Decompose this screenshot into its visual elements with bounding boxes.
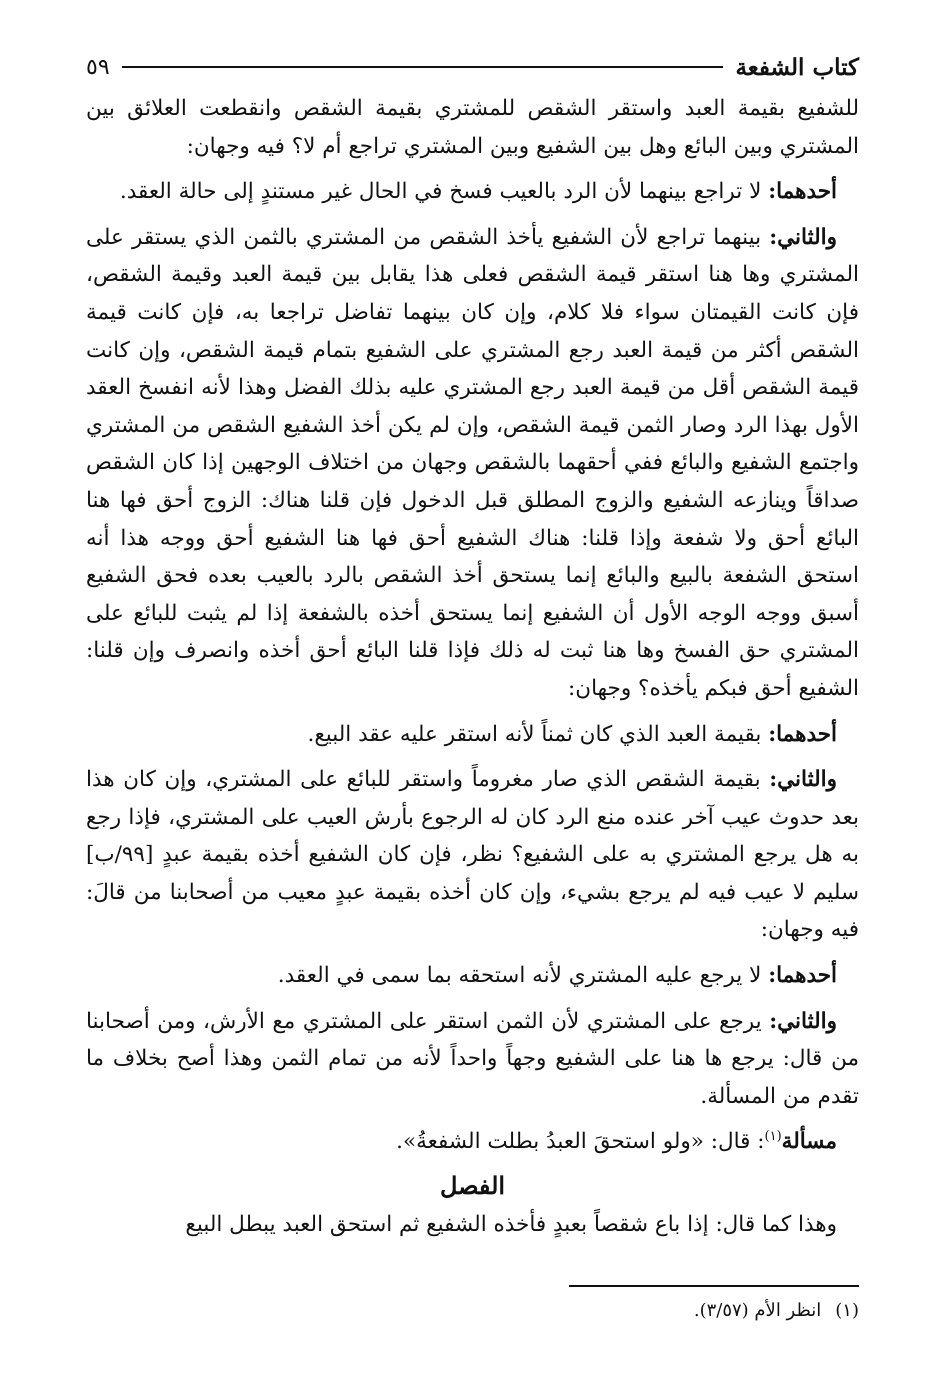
paragraph-5-lead: والثاني: xyxy=(769,767,837,793)
running-head xyxy=(86,48,859,86)
paragraph-7-text: يرجع على المشتري لأن الثمن استقر على المشتري مع الأرش، ومن أصحابنا من قال: يرجع ها هنا على الشفيع وجهاً واحداً لأنه من تمام الثمن وهذا أصح بخلاف ما تقدم من المسألة. xyxy=(86,1008,859,1109)
page-number: ٥٩ xyxy=(86,54,110,80)
book-title: كتاب الشفعة xyxy=(735,53,859,81)
paragraph-3-text: بينهما تراجع لأن الشفيع يأخذ الشقص من المشتري بالثمن الذي يستقر على المشتري وها هنا استقر قيمة الشقص فعلى هذا يقابل بين قيمة العبد وقيمة الشقص، فإن كانت القيمتان سواء فلا كلام، وإن كان بينهما تفاضل تراجعا به، فإن كانت قيمة الشقص أكثر من قيمة العبد رجع المشتري على الشفيع بتمام قيمة الشقص، وإن كانت قيمة الشقص أقل من قيمة العبد رجع المشتري عليه بذلك الفضل وهذا لأنه انفسخ العقد الأول بهذا الرد وصار الثمن قيمة الشقص، وإن لم يكن أخذ الشفيع الشقص من المشتري واجتمع الشفيع والبائع ففي أحقهما بالشقص وجهان من اختلاف الوجهين إذا كان الشقص صداقاً وينازعه الشفيع والزوج المطلق قبل الدخول فإن قلنا هناك: الزوج أحق فها هنا البائع أحق ولا شفعة وإذا قلنا: هناك الشفيع أحق فها هنا الشفيع أحق ووجه هذا أنه استحق الشفعة بالبيع والبائع إنما يستحق أخذ الشقص بالرد بالعيب بعده فحق الشفيع أسبق ووجه الوجه الأول أن الشفيع إنما يستحق أخذه بالشفعة إذا لم يثبت للبائع على المشتري حق الفسخ وها هنا ثبت له ذلك فإذا قلنا البائع أحق أخذه وانصرف وإن قلنا: الشفيع أحق فبكم يأخذه؟ وجهان: xyxy=(86,224,859,701)
paragraph-9: وهذا كما قال: إذا باع شقصاً بعبدٍ فأخذه الشفيع ثم استحق العبد يبطل البيع xyxy=(185,1212,837,1238)
paragraph-6-lead: أحدهما: xyxy=(768,963,837,989)
paragraph-6 xyxy=(86,957,859,995)
paragraph-8-text: : قال: «ولو استحقَ العبدُ بطلت الشفعةُ». xyxy=(396,1129,765,1155)
footnote-rule xyxy=(569,1285,859,1287)
paragraph-7 xyxy=(86,1003,859,1116)
paragraph-3 xyxy=(86,219,859,708)
paragraph-7-lead: والثاني: xyxy=(769,1008,837,1034)
section-heading: الفصل xyxy=(439,1171,506,1201)
footnote-text: انظر الأم (٣/٥٧). xyxy=(693,1300,822,1321)
paragraph-2 xyxy=(86,173,859,211)
paragraph-5-text: بقيمة الشقص الذي صار مغروماً واستقر للبائع على المشتري، وإن كان هذا بعد حدوث عيب آخر عنده منع الرد كان له الرجوع بأرش العيب على المشتري، فإذا رجع به هل يرجع المشتري به على الشفيع؟ نظر، فإن كان الشفيع أخذه بقيمة عبدٍ [٩٩/ب] سليم لا عيب فيه لم يرجع بشيء، وإن كان أخذه بقيمة عبدٍ معيب من أصحابنا من قالَ: فيه وجهان: xyxy=(86,767,859,943)
paragraph-2-lead: أحدهما: xyxy=(768,179,837,205)
paragraph-5 xyxy=(86,761,859,949)
paragraph-4-lead: أحدهما: xyxy=(768,721,837,747)
footnote-number: (١) xyxy=(835,1300,859,1321)
header-rule xyxy=(122,66,724,68)
paragraph-3-lead: والثاني: xyxy=(769,224,837,250)
main-text xyxy=(86,90,859,1161)
footnote-reference[interactable]: (١) xyxy=(764,1129,782,1145)
paragraph-8 xyxy=(86,1123,859,1161)
masala-lead: مسألة xyxy=(781,1129,837,1155)
paragraph-6-text: لا يرجع عليه المشتري لأنه استحقه بما سمى في العقد. xyxy=(277,963,769,989)
paragraph-4 xyxy=(86,716,859,754)
main-text-continued xyxy=(86,1206,859,1244)
paragraph-2-text: لا تراجع بينهما لأن الرد بالعيب فسخ في الحال غير مستندٍ إلى حالة العقد. xyxy=(119,179,769,205)
paragraph-1: للشفيع بقيمة العبد واستقر الشقص للمشتري بقيمة الشقص وانقطعت العلائق بين المشتري وبين البائع وهل بين الشفيع وبين المشتري تراجع أم لا؟ فيه وجهان: xyxy=(86,96,859,159)
paragraph-4-text: بقيمة العبد الذي كان ثمناً لأنه استقر عليه عقد البيع. xyxy=(307,721,769,747)
footnote xyxy=(694,1300,859,1321)
